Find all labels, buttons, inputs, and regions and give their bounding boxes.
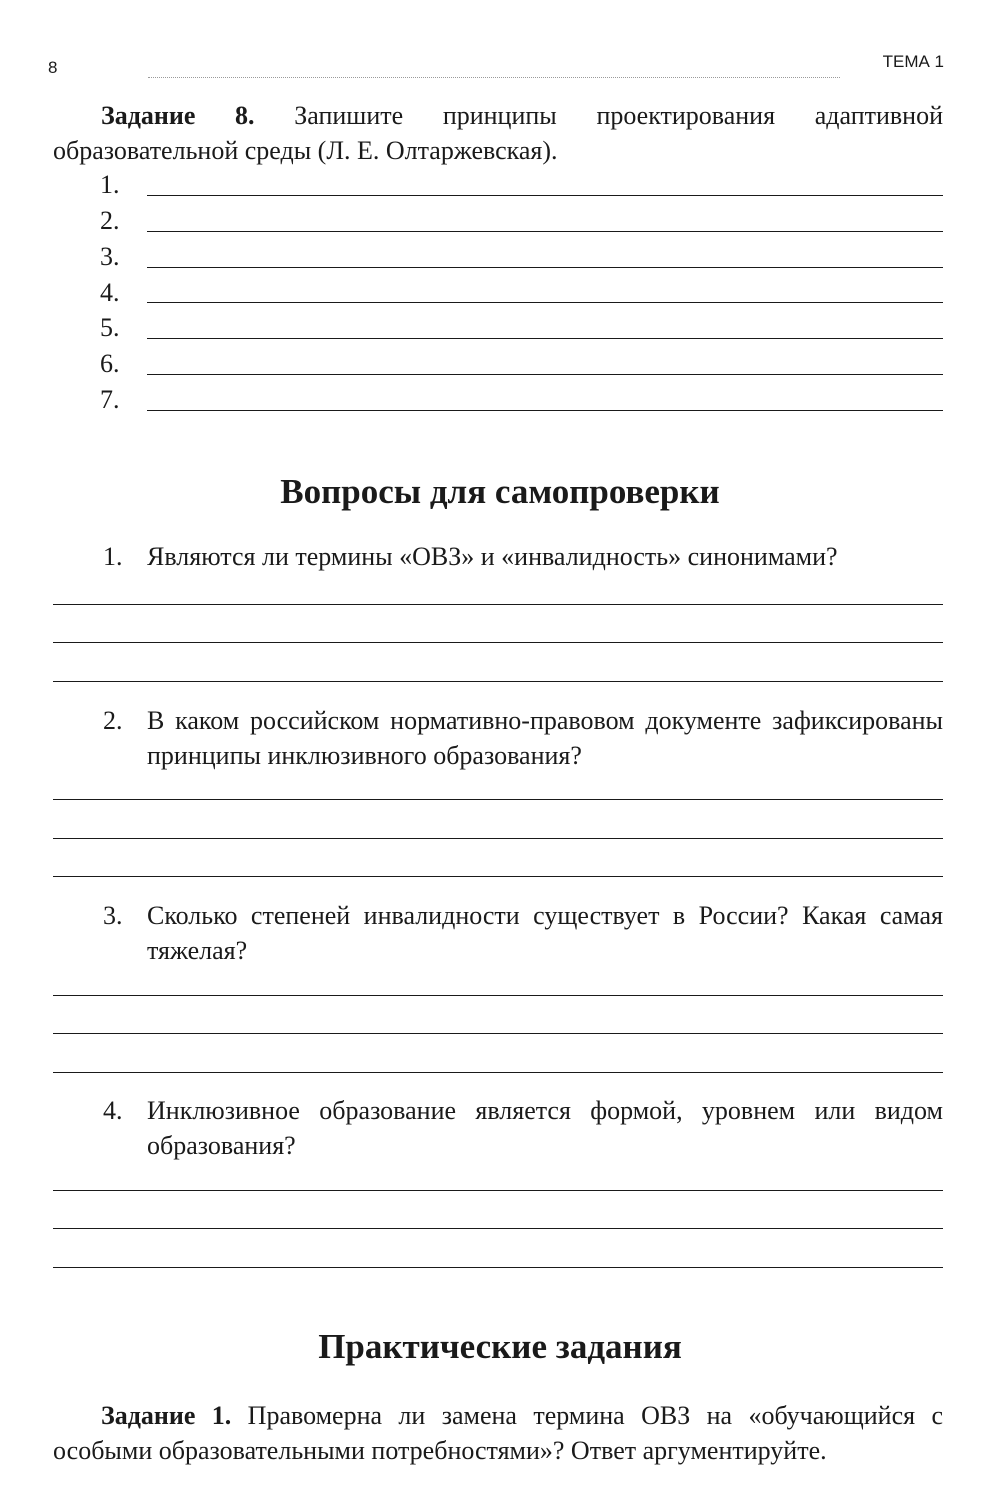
- question-number: 4.: [103, 1096, 123, 1125]
- question-number: 1.: [103, 542, 123, 571]
- task1-label: Задание 1.: [101, 1401, 232, 1430]
- answer-line[interactable]: [53, 876, 943, 877]
- task8-item-number: 4.: [100, 278, 120, 307]
- question-number: 2.: [103, 706, 123, 735]
- answer-line[interactable]: [147, 231, 943, 232]
- answer-line[interactable]: [53, 799, 943, 800]
- question-number: 3.: [103, 901, 123, 930]
- self-check-heading: Вопросы для самопроверки: [280, 472, 720, 511]
- task1-paragraph: [53, 1398, 943, 1468]
- answer-line[interactable]: [53, 1072, 943, 1073]
- task8-item-number: 6.: [100, 349, 120, 378]
- task8-text: Запишите принципы проектирования адаптивной образовательной среды (Л. Е. Олтаржевская).: [53, 101, 943, 165]
- answer-line[interactable]: [147, 410, 943, 411]
- answer-line[interactable]: [147, 338, 943, 339]
- task8-item-number: 7.: [100, 385, 120, 414]
- question-1: [53, 539, 943, 574]
- task8-item-number: 5.: [100, 313, 120, 342]
- answer-line[interactable]: [53, 1267, 943, 1268]
- question-text: В каком российском нормативно-правовом документе зафиксированы принципы инклюзивного образования?: [147, 706, 943, 770]
- running-title: ТЕМА 1: [882, 52, 944, 71]
- question-4: [53, 1093, 943, 1163]
- question-2: [53, 703, 943, 773]
- question-text: Инклюзивное образование является формой, уровнем или видом образования?: [147, 1096, 943, 1160]
- task1-text: Правомерна ли замена термина ОВЗ на «обучающийся с особыми образовательными потребностями»? Ответ аргументируйте.: [53, 1401, 944, 1465]
- answer-line[interactable]: [53, 642, 943, 643]
- question-3: [53, 898, 943, 968]
- answer-line[interactable]: [53, 1190, 943, 1191]
- answer-line[interactable]: [53, 604, 943, 605]
- answer-line[interactable]: [147, 374, 943, 375]
- answer-line[interactable]: [147, 302, 943, 303]
- question-text: Сколько степеней инвалидности существует в России? Какая самая тяжелая?: [147, 901, 943, 965]
- task8-label: Задание 8.: [101, 101, 255, 130]
- practical-heading: Практические задания: [318, 1327, 682, 1366]
- answer-line[interactable]: [53, 1033, 943, 1034]
- question-text: Являются ли термины «ОВЗ» и «инвалидность» синонимами?: [147, 542, 838, 571]
- task8-item-number: 3.: [100, 242, 120, 271]
- task8-item-number: 1.: [100, 170, 120, 199]
- page-number: 8: [48, 58, 58, 77]
- task8-item-number: 2.: [100, 206, 120, 235]
- answer-line[interactable]: [147, 267, 943, 268]
- header-rule: [148, 77, 840, 78]
- answer-line[interactable]: [53, 1228, 943, 1229]
- task8-paragraph: [53, 98, 943, 168]
- answer-line[interactable]: [147, 195, 943, 196]
- answer-line[interactable]: [53, 681, 943, 682]
- answer-line[interactable]: [53, 838, 943, 839]
- answer-line[interactable]: [53, 995, 943, 996]
